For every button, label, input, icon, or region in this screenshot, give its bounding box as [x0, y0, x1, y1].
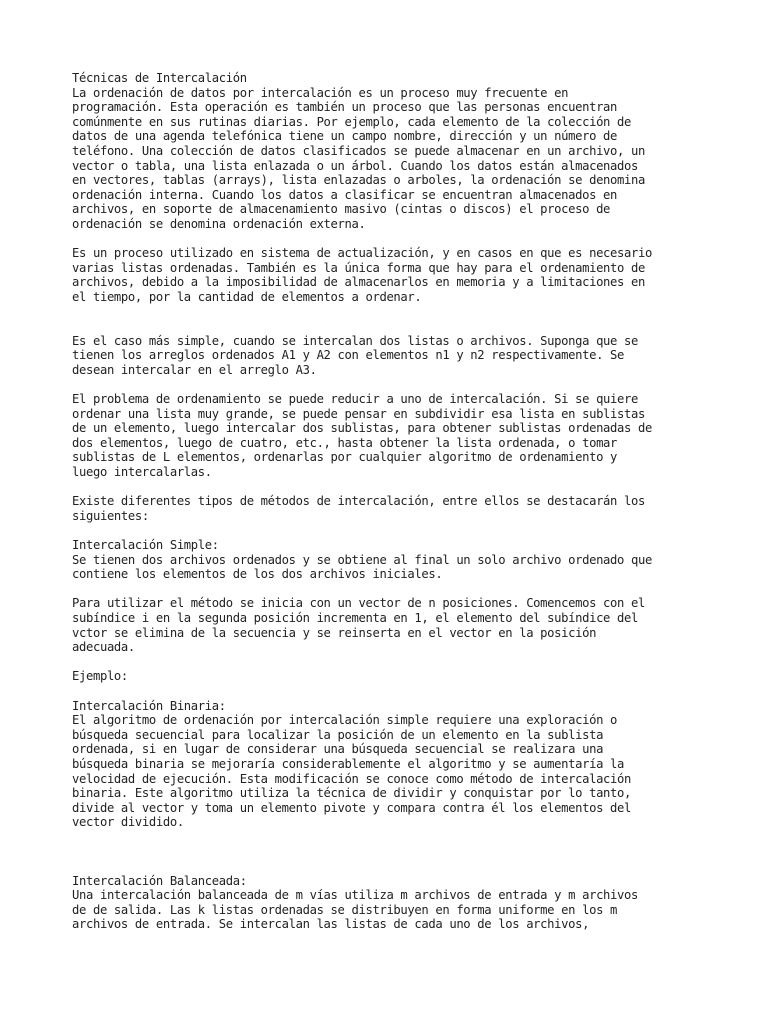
blank-line — [72, 859, 712, 874]
text-line: contiene los elementos de los dos archivos iniciales. — [72, 567, 443, 582]
text-line: El algoritmo de ordenación por intercalación simple requiere una exploración o — [72, 713, 618, 728]
text-line: subíndice i en la segunda posición incrementa en 1, el elemento del subíndice del — [72, 610, 638, 625]
text-line: divide al vector y toma un elemento pivote y compara contra él los elementos del — [72, 800, 632, 815]
text-line: La ordenación de datos por intercalación es un proceso muy frecuente en — [72, 85, 569, 100]
text-line: Se tienen dos archivos ordenados y se obtiene al final un solo archivo ordenado que — [72, 552, 652, 567]
text-line: archivos de entrada. Se intercalan las listas de cada uno de los archivos, — [72, 917, 590, 932]
text-line: varias listas ordenadas. También es la única forma que hay para el ordenamiento de — [72, 260, 645, 275]
blank-line — [72, 830, 712, 845]
text-line: vector dividido. — [72, 815, 184, 830]
text-line: binaria. Este algoritmo utiliza la técnica de dividir y conquistar por lo tanto, — [72, 786, 632, 801]
text-line: velocidad de ejecución. Esta modificación se conoce como método de intercalación — [72, 771, 632, 786]
text-line: ordenada, si en lugar de considerar una búsqueda secuencial se realizara una — [72, 742, 604, 757]
blank-line — [72, 377, 712, 392]
blank-line — [72, 480, 712, 495]
text-line: Es el caso más simple, cuando se intercalan dos listas o archivos. Suponga que se — [72, 333, 638, 348]
text-line: desean intercalar en el arreglo A3. — [72, 362, 317, 377]
text-line: dos elementos, luego de cuatro, etc., hasta obtener la lista ordenada, o tomar — [72, 435, 618, 450]
blank-line — [72, 655, 712, 670]
text-line: programación. Esta operación es también un proceso que las personas encuentran — [72, 100, 618, 115]
blank-line — [72, 844, 712, 859]
blank-line — [72, 582, 712, 597]
text-line: ordenación interna. Cuando los datos a clasificar se encuentran almacenados en — [72, 187, 618, 202]
blank-line — [72, 523, 712, 538]
text-line: Intercalación Simple: — [72, 538, 219, 552]
document-title: Técnicas de Intercalación — [72, 71, 247, 85]
text-line: de un elemento, luego intercalar dos sublistas, para obtener sublistas ordenadas de — [72, 421, 652, 436]
text-line: Intercalación Binaria: — [72, 698, 226, 713]
text-line: Es un proceso utilizado en sistema de actualización, y en casos en que es necesario — [72, 246, 652, 261]
text-line: Existe diferentes tipos de métodos de intercalación, entre ellos se destacarán los — [72, 494, 645, 509]
blank-line — [72, 684, 712, 699]
text-line: El problema de ordenamiento se puede reducir a uno de intercalación. Si se quiere — [72, 392, 638, 407]
text-line: ordenar una lista muy grande, se puede pensar en subdividir esa lista en sublistas — [72, 406, 645, 421]
text-line: archivos, debido a la imposibilidad de almacenarlos en memoria y a limitaciones en — [72, 275, 645, 290]
text-line: Intercalación Balanceada: — [72, 873, 247, 888]
text-line: adecuada. — [72, 640, 135, 655]
blank-line — [72, 319, 712, 334]
blank-line — [72, 232, 712, 247]
text-line: de de salida. Las k listas ordenadas se distribuyen en forma uniforme en los m — [72, 902, 618, 917]
text-line: tienen los arreglos ordenados A1 y A2 con elementos n1 y n2 respectivamente. Se — [72, 348, 625, 363]
text-line: luego intercalarlas. — [72, 465, 212, 480]
blank-line — [72, 305, 712, 320]
text-line: archivos, en soporte de almacenamiento masivo (cintas o discos) el proceso de — [72, 202, 611, 217]
text-line: búsqueda secuencial para localizar la posición de un elemento en la sublista — [72, 727, 604, 742]
text-line: sublistas de L elementos, ordenarlas por cualquier algoritmo de ordenamiento y — [72, 450, 618, 465]
document-page — [72, 71, 712, 932]
text-line: datos de una agenda telefónica tiene un campo nombre, dirección y un número de — [72, 129, 618, 144]
text-line: siguientes: — [72, 508, 149, 523]
text-line: vctor se elimina de la secuencia y se reinserta en el vector en la posición — [72, 625, 597, 640]
text-line: Ejemplo: — [72, 669, 128, 684]
text-line: Para utilizar el método se inicia con un vector de n posiciones. Comencemos con el — [72, 596, 645, 611]
text-line: búsqueda binaria se mejoraría considerablemente el algoritmo y se aumentaría la — [72, 756, 625, 771]
text-line: el tiempo, por la cantidad de elementos a ordenar. — [72, 289, 422, 304]
text-line: vector o tabla, una lista enlazada o un árbol. Cuando los datos están almacenados — [72, 158, 638, 173]
text-line: teléfono. Una colección de datos clasificados se puede almacenar en un archivo, un — [72, 143, 645, 158]
text-line: ordenación se denomina ordenación externa. — [72, 216, 366, 231]
text-line: Una intercalación balanceada de m vías utiliza m archivos de entrada y m archivos — [72, 888, 638, 903]
text-line: comúnmente en sus rutinas diarias. Por ejemplo, cada elemento de la colección de — [72, 114, 632, 129]
text-line: en vectores, tablas (arrays), lista enlazadas o arboles, la ordenación se denomina — [72, 173, 645, 188]
